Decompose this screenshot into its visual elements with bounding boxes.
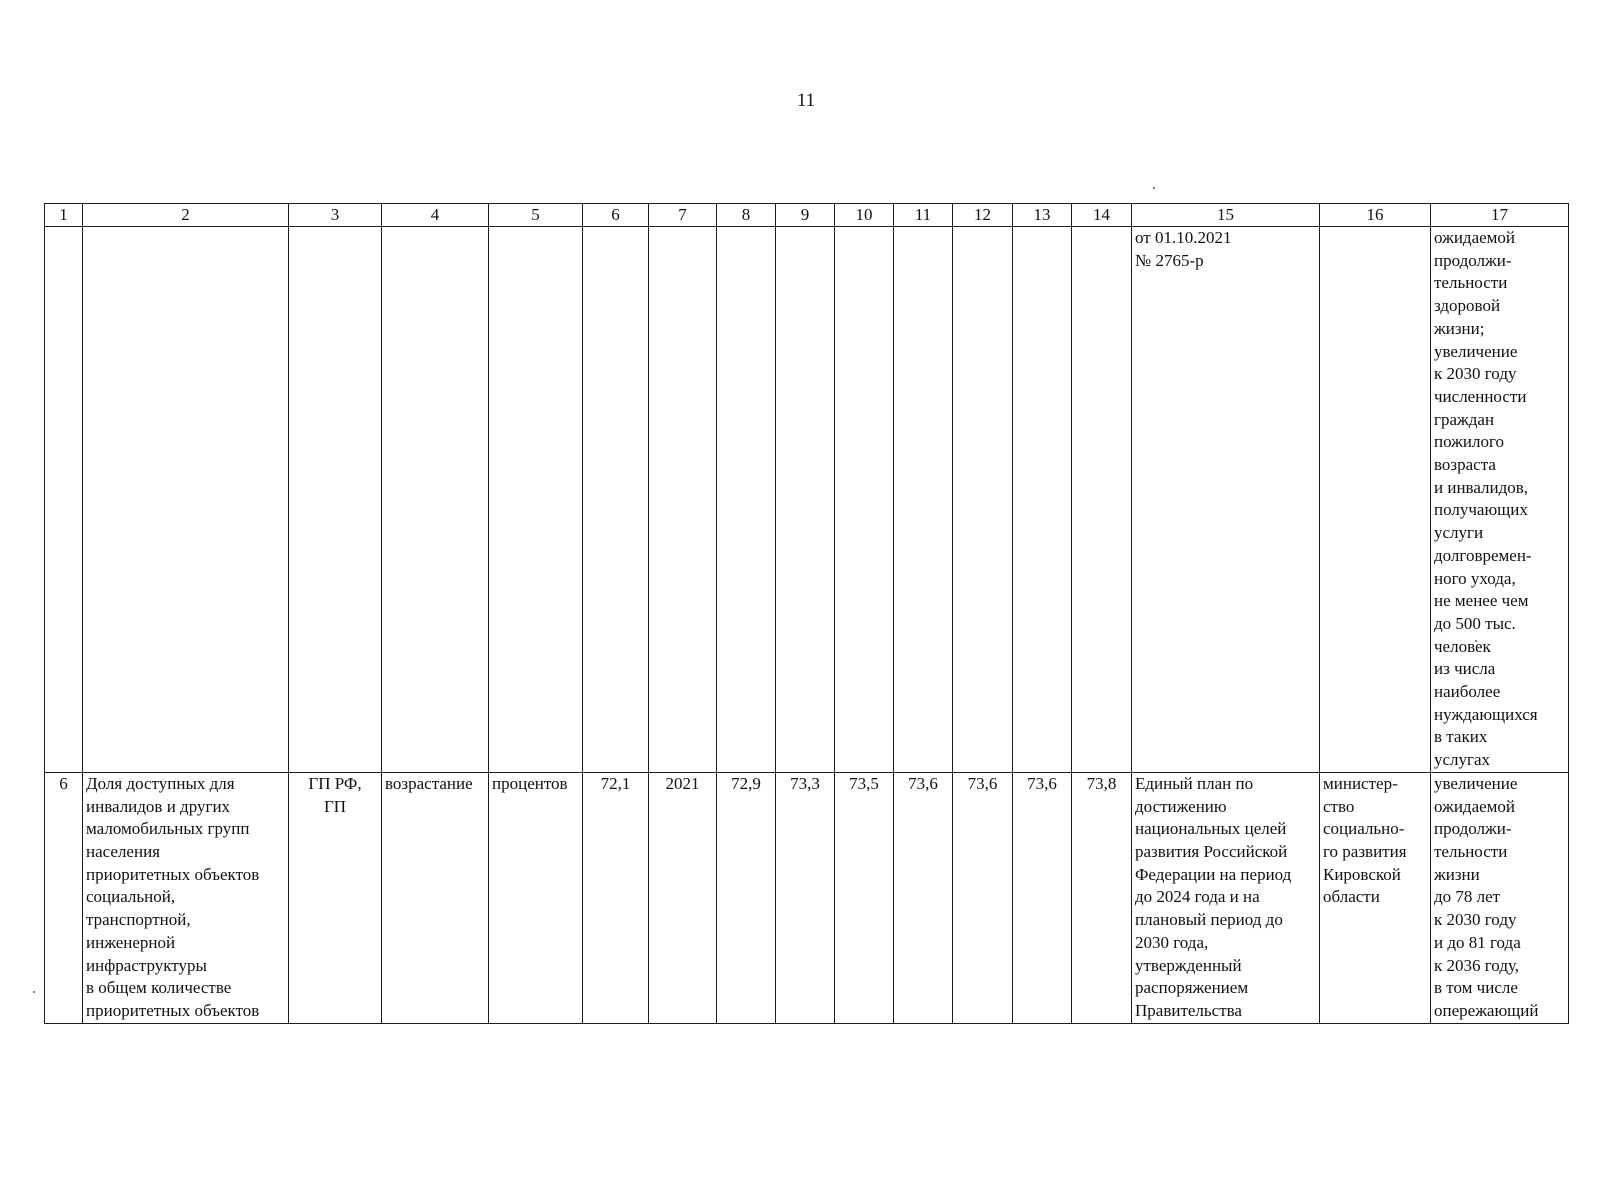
empty-cell bbox=[1320, 227, 1431, 773]
header-cell: 6 bbox=[583, 204, 649, 227]
empty-cell bbox=[382, 227, 489, 773]
header-cell: 12 bbox=[953, 204, 1013, 227]
header-cell: 8 bbox=[717, 204, 776, 227]
indicator-name-cell: Доля доступных для инвалидов и других маломобильных групп населения приоритетных объектов социальной, транспортной, инженерной инфраструктуры в общем количестве приоритетных объектов bbox=[83, 772, 289, 1023]
document-reference-cell: от 01.10.2021 № 2765-р bbox=[1132, 227, 1320, 773]
scan-speck bbox=[1153, 187, 1155, 189]
table-row-continuation bbox=[45, 227, 1569, 773]
base-value-cell: 72,1 bbox=[583, 772, 649, 1023]
value-cell: 73,3 bbox=[776, 772, 835, 1023]
empty-cell bbox=[717, 227, 776, 773]
trend-cell: возрастание bbox=[382, 772, 489, 1023]
table-row-6 bbox=[45, 772, 1569, 1023]
empty-cell bbox=[776, 227, 835, 773]
empty-cell bbox=[45, 227, 83, 773]
goal-cell: ожидаемой продолжи- тельности здоровой жизни; увеличение к 2030 году численности граждан пожилого возраста и инвалидов, получающих услуги долговремен- ного ухода, не менее чем до 500 тыс. человек из числа наиболее нуждающихся в таких услугах bbox=[1431, 227, 1569, 773]
source-cell: ГП РФ, ГП bbox=[289, 772, 382, 1023]
empty-cell bbox=[835, 227, 894, 773]
header-cell: 2 bbox=[83, 204, 289, 227]
empty-cell bbox=[289, 227, 382, 773]
document-reference-cell: Единый план по достижению национальных целей развития Российской Федерации на период до 2024 года и на плановый период до 2030 года, утвержденный распоряжением Правительства bbox=[1132, 772, 1320, 1023]
value-cell: 73,5 bbox=[835, 772, 894, 1023]
empty-cell bbox=[1013, 227, 1072, 773]
header-cell: 14 bbox=[1072, 204, 1132, 227]
empty-cell bbox=[649, 227, 717, 773]
value-cell: 72,9 bbox=[717, 772, 776, 1023]
header-cell: 16 bbox=[1320, 204, 1431, 227]
empty-cell bbox=[83, 227, 289, 773]
header-cell: 9 bbox=[776, 204, 835, 227]
page-number: 11 bbox=[796, 90, 816, 111]
value-cell: 73,8 bbox=[1072, 772, 1132, 1023]
header-cell: 15 bbox=[1132, 204, 1320, 227]
header-cell: 4 bbox=[382, 204, 489, 227]
value-cell: 73,6 bbox=[953, 772, 1013, 1023]
base-year-cell: 2021 bbox=[649, 772, 717, 1023]
indicators-table bbox=[44, 203, 1569, 1024]
scan-speck bbox=[33, 991, 35, 993]
header-cell: 1 bbox=[45, 204, 83, 227]
empty-cell bbox=[583, 227, 649, 773]
empty-cell bbox=[894, 227, 953, 773]
empty-cell bbox=[489, 227, 583, 773]
header-cell: 17 bbox=[1431, 204, 1569, 227]
header-cell: 5 bbox=[489, 204, 583, 227]
unit-cell: процентов bbox=[489, 772, 583, 1023]
header-cell: 10 bbox=[835, 204, 894, 227]
row-number-cell: 6 bbox=[45, 772, 83, 1023]
header-cell: 13 bbox=[1013, 204, 1072, 227]
goal-cell: увеличение ожидаемой продолжи- тельности жизни до 78 лет к 2030 году и до 81 года к 2036 году, в том числе опережающий bbox=[1431, 772, 1569, 1023]
header-cell: 7 bbox=[649, 204, 717, 227]
header-cell: 11 bbox=[894, 204, 953, 227]
value-cell: 73,6 bbox=[1013, 772, 1072, 1023]
header-cell: 3 bbox=[289, 204, 382, 227]
value-cell: 73,6 bbox=[894, 772, 953, 1023]
empty-cell bbox=[1072, 227, 1132, 773]
responsible-cell: министер- ство социально- го развития Кировской области bbox=[1320, 772, 1431, 1023]
table-header-row bbox=[45, 204, 1569, 227]
empty-cell bbox=[953, 227, 1013, 773]
